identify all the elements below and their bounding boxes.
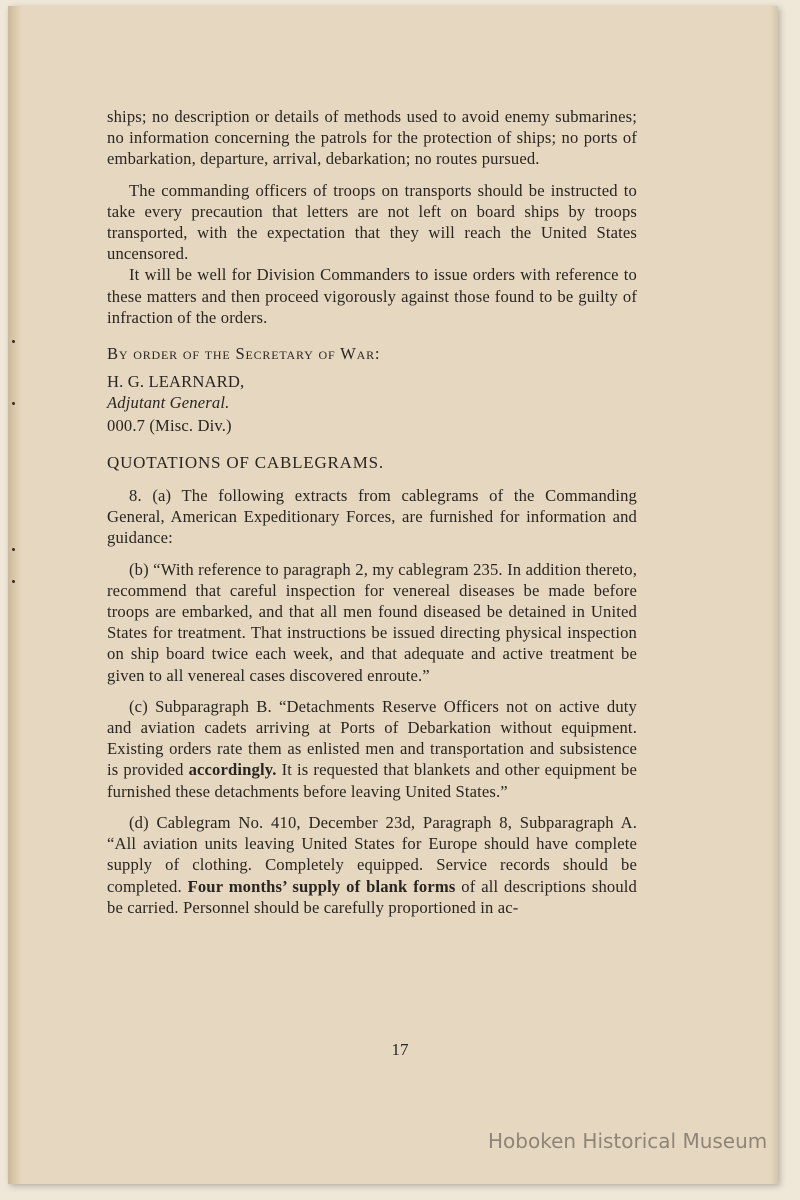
section-heading: QUOTATIONS OF CABLEGRAMS. <box>107 452 384 472</box>
paragraph-8c <box>107 696 637 802</box>
page-fold-shadow <box>8 6 22 1184</box>
paragraph-commanding-officers: The commanding officers of troops on transports should be instructed to take every precaution that letters are not left on board ships by troops transported, with the expectation that they will reach the United States uncensored. <box>107 180 637 264</box>
file-reference: 000.7 (Misc. Div.) <box>107 415 232 435</box>
order-line: By order of the Secretary of War: <box>107 344 381 364</box>
paragraph-8c-text: (c) Subparagraph B. “Detachments Reserve Officers not on active duty and aviation cadets arriving at Ports of Debarkation without equipment. Existing orders rate them as enlisted men and transportation and subsistence is provided <box>107 696 637 780</box>
paragraph-8d-emphasis: Four months’ supply of blank forms <box>187 876 456 896</box>
paragraph-8b: (b) “With reference to paragraph 2, my cablegram 235. In addition thereto, recommend that careful inspection for venereal diseases be made before troops are embarked, and that all men found diseased be detained in United States for treatment. That instructions be issued directing physical inspection on ship board twice each week, and that adequate and active treatment be given to all venereal cases discovered enroute.” <box>107 559 637 685</box>
speck-mark <box>12 548 15 551</box>
paragraph-division-commanders: It will be well for Division Commanders to issue orders with reference to these matters and then proceed vigorously against those found to be guilty of infraction of the orders. <box>107 265 637 327</box>
paragraph-8a: 8. (a) The following extracts from cablegrams of the Commanding General, American Expeditionary Forces, are furnished for information and guidance: <box>107 486 637 548</box>
paragraph-8d <box>107 812 637 918</box>
paragraph-continued: ships; no description or details of methods used to avoid enemy submarines; no information concerning the patrols for the protection of ships; no ports of embarkation, departure, arrival, debarkation; no routes pursued. <box>107 107 637 169</box>
speck-mark <box>12 402 15 405</box>
signer-title: Adjutant General. <box>107 393 230 413</box>
speck-mark <box>12 580 15 583</box>
museum-watermark: Hoboken Historical Museum <box>488 1129 768 1153</box>
paragraph-8d-text-end: of all descriptions should be carried. Personnel should be carefully proportioned in ac- <box>107 876 637 917</box>
page-number: 17 <box>391 1040 409 1059</box>
signer-name: H. G. LEARNARD, <box>107 372 245 392</box>
body-text <box>107 106 637 918</box>
page-edge <box>770 6 778 1184</box>
speck-mark <box>12 340 15 343</box>
paragraph-8c-emphasis: accordingly. <box>188 760 277 780</box>
paragraph-8c-text-end: It is requested that blankets and other equipment be furnished these detachments before leaving United States.” <box>107 760 637 801</box>
paragraph-8d-text: (d) Cablegram No. 410, December 23d, Paragraph 8, Subparagraph A. “All aviation units leaving United States for Europe should have complete supply of clothing. Completely equipped. Service records should be completed. <box>107 812 637 896</box>
